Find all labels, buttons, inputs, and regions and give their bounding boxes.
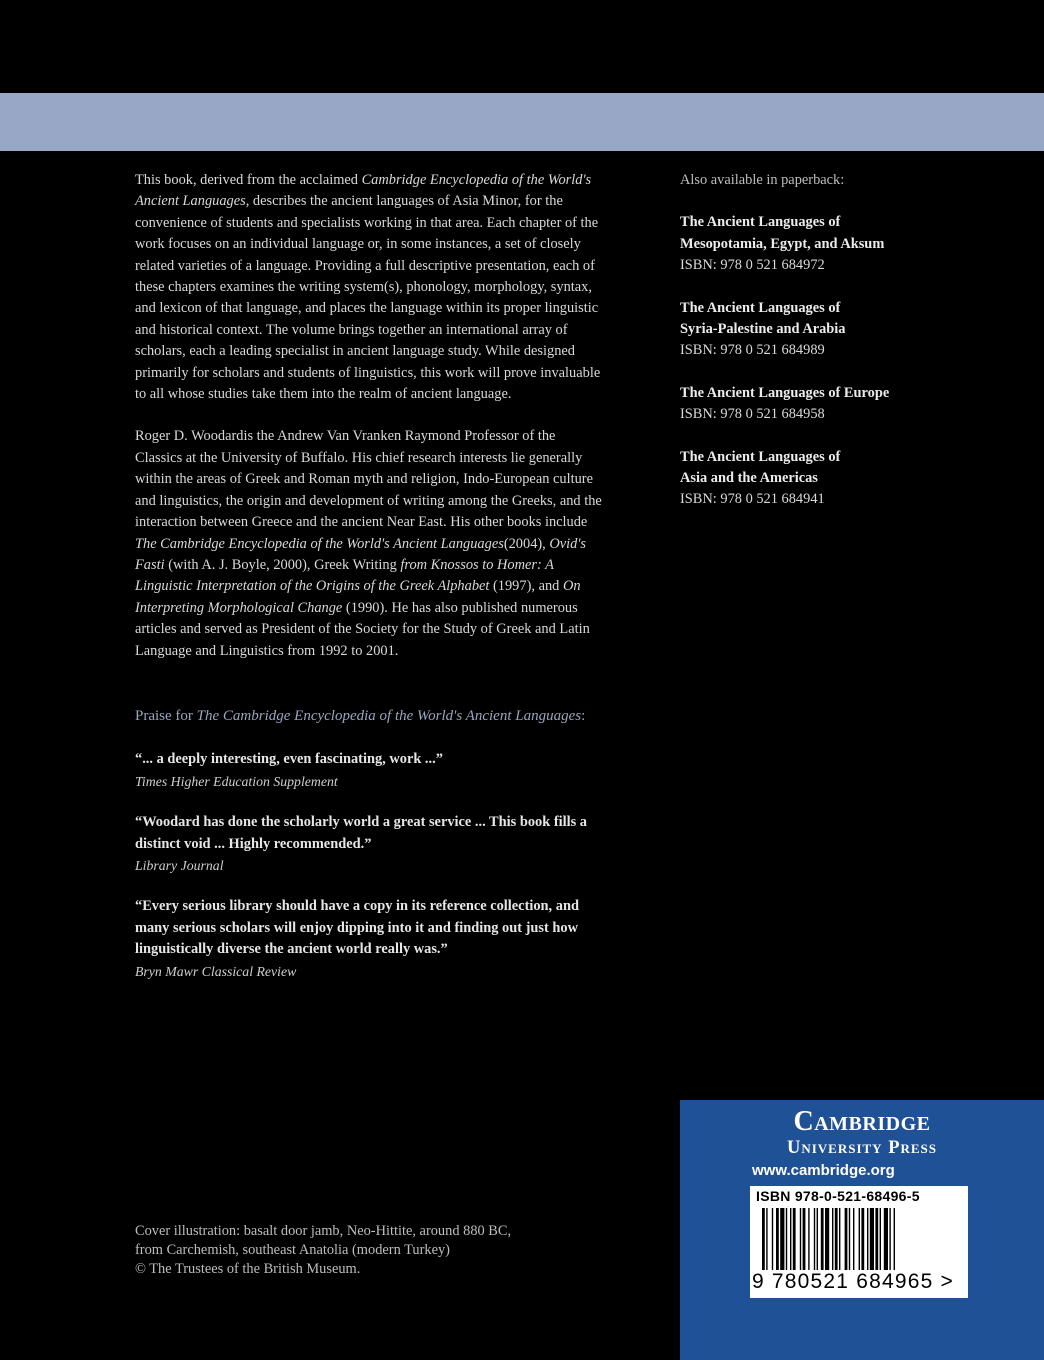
related-title-name: The Ancient Languages of	[680, 299, 841, 316]
related-title-isbn: ISBN: 978 0 521 684972	[680, 257, 825, 274]
barcode-bar	[766, 1208, 767, 1270]
barcode-bars	[762, 1208, 958, 1270]
related-title-name: The Ancient Languages of Europe	[680, 384, 890, 401]
related-title	[680, 298, 980, 362]
barcode-bar	[800, 1208, 801, 1270]
barcode-bar	[776, 1208, 779, 1270]
barcode-bar	[803, 1208, 806, 1270]
barcode-bar	[814, 1208, 815, 1270]
quote-source: Bryn Mawr Classical Review	[135, 963, 297, 979]
book-description: This book, derived from the acclaimed Cambridge Encyclopedia of the World's Ancient Languages, describes the ancient languages of Asia Minor, for the convenience of students and specialists working in that area. Each chapter of the work focuses on an individual language or, in some instances, a set of closely related varieties of a language. Providing a full descriptive presentation, each of these chapters examines the writing system(s), phonology, morphology, syntax, and lexicon of that language, and places the language within its proper linguistic and historical context. The volume brings together an international array of scholars, each a leading specialist in ancient language study. While designed primarily for scholars and students of linguistics, this work will prove invaluable to all whose studies take them into the realm of ancient language.	[135, 172, 601, 403]
related-title	[680, 212, 980, 276]
cover-credit	[135, 1222, 595, 1279]
barcode-bar	[853, 1208, 854, 1270]
related-title	[680, 447, 980, 511]
credit-line: from Carchemish, southeast Anatolia (modern Turkey)	[135, 1242, 450, 1258]
related-title	[680, 383, 980, 426]
quote-text: “... a deeply interesting, even fascinating, work ...”	[135, 751, 443, 768]
also-available-column	[680, 170, 980, 532]
barcode-bar	[832, 1208, 833, 1270]
barcode-bar	[762, 1208, 765, 1270]
related-title-name: The Ancient Languages of	[680, 214, 841, 231]
review-quote	[135, 896, 605, 982]
barcode-bar	[790, 1208, 791, 1270]
related-title-name: Asia and the Americas	[680, 470, 818, 487]
barcode-bar	[875, 1208, 878, 1270]
publisher-name: Cambridge	[793, 1106, 931, 1137]
publisher-url: www.cambridge.org	[752, 1162, 895, 1179]
quote-source: Times Higher Education Supplement	[135, 773, 338, 789]
barcode-bar	[825, 1208, 829, 1270]
credit-line: © The Trustees of the British Museum.	[135, 1261, 361, 1277]
barcode-bar	[859, 1208, 860, 1270]
review-quote	[135, 812, 605, 876]
barcode-bar	[861, 1208, 864, 1270]
barcode-bar	[793, 1208, 796, 1270]
barcode-bar	[845, 1208, 848, 1270]
barcode	[750, 1186, 968, 1298]
barcode-bar	[894, 1208, 895, 1270]
barcode-digits: 9 780521 684965 >	[752, 1270, 954, 1293]
barcode-bar	[780, 1208, 784, 1270]
also-available-heading: Also available in paperback:	[680, 172, 845, 188]
review-quote	[135, 749, 605, 792]
related-title-isbn: ISBN: 978 0 521 684958	[680, 406, 825, 423]
barcode-bar	[835, 1208, 838, 1270]
barcode-bar	[839, 1208, 840, 1270]
related-title-name: Mesopotamia, Egypt, and Aksum	[680, 235, 885, 252]
isbn-label: ISBN 978-0-521-68496-5	[756, 1188, 920, 1204]
praise-heading: Praise for The Cambridge Encyclopedia of the World's Ancient Languages:	[135, 707, 586, 724]
barcode-bar	[870, 1208, 874, 1270]
barcode-bar	[867, 1208, 868, 1270]
barcode-bar	[889, 1208, 890, 1270]
author-bio: Roger D. Woodardis the Andrew Van Vranken Raymond Professor of the Classics at the University of Buffalo. His chief research interests lie generally within the areas of Greek and Roman myth and religion, Indo-European culture and linguistics, the origin and development of writing among the Greeks, and the interaction between Greece and the ancient Near East. His other books include The Cambridge Encyclopedia of the World's Ancient Languages(2004), Ovid's Fasti (with A. J. Boyle, 2000), Greek Writing from Knossos to Homer: A Linguistic Interpretation of the Origins of the Greek Alphabet (1997), and On Interpreting Morphological Change (1990). He has also published numerous articles and served as President of the Society for the Study of Greek and Latin Language and Linguistics from 1992 to 2001.	[135, 428, 602, 659]
quote-text: “Woodard has done the scholarly world a great service ... This book fills a distinct void ... Highly recommended.”	[135, 814, 587, 852]
related-title-isbn: ISBN: 978 0 521 684989	[680, 342, 825, 359]
related-title-name: The Ancient Languages of	[680, 448, 841, 465]
credit-line: Cover illustration: basalt door jamb, Neo-Hittite, around 880 BC,	[135, 1223, 512, 1239]
publisher-box	[680, 1100, 1044, 1360]
related-title-name: Syria-Palestine and Arabia	[680, 321, 846, 338]
barcode-bar	[849, 1208, 850, 1270]
barcode-bar	[808, 1208, 809, 1270]
barcode-bar	[786, 1208, 787, 1270]
barcode-bar	[880, 1208, 881, 1270]
quote-source: Library Journal	[135, 857, 224, 873]
related-title-isbn: ISBN: 978 0 521 684941	[680, 491, 825, 508]
quote-text: “Every serious library should have a copy in its reference collection, and many serious scholars will enjoy dipping into it and finding out just how linguistically diverse the ancient world really was.”	[135, 898, 579, 958]
top-color-band	[0, 93, 1044, 151]
barcode-bar	[772, 1208, 773, 1270]
barcode-bar	[817, 1208, 818, 1270]
main-text-column	[135, 170, 605, 1002]
barcode-bar	[821, 1208, 824, 1270]
publisher-press: University Press	[786, 1138, 938, 1158]
barcode-bar	[884, 1208, 888, 1270]
